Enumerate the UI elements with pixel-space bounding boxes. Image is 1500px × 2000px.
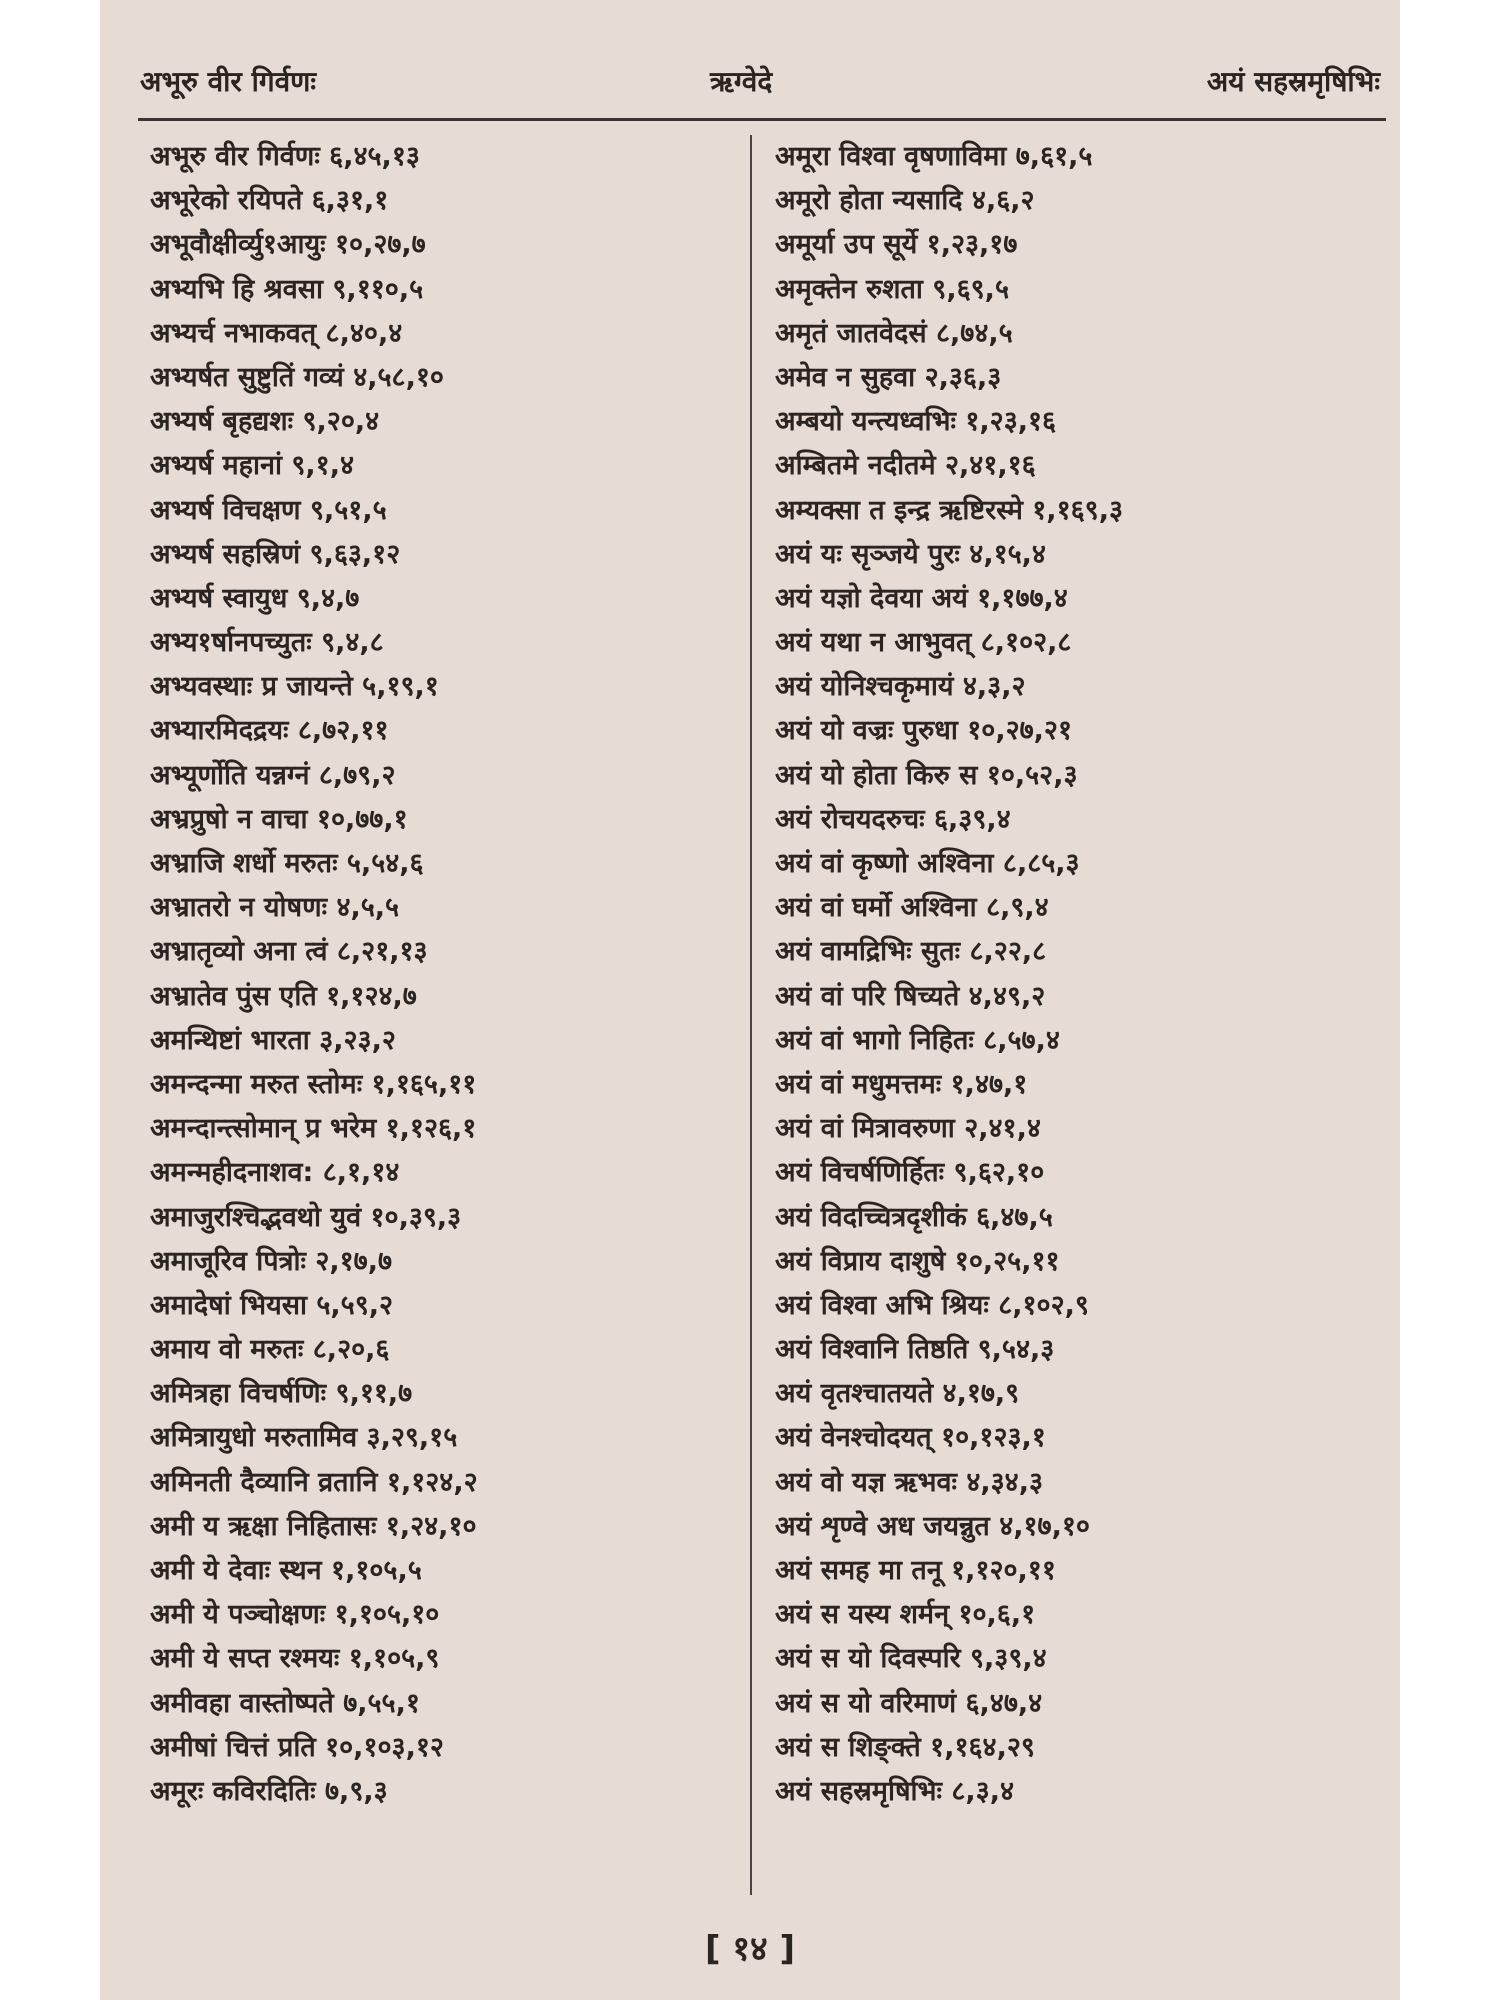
index-entry: अमाजुरश्चिद्भवथो युवं १०,३९,३	[150, 1201, 462, 1233]
index-entry: अभ्यर्षत सुष्टुतिं गव्यं ४,५८,१०	[150, 361, 444, 393]
index-entry: अमाय वो मरुतः ८,२०,६	[150, 1334, 390, 1366]
index-entry: अमेव न सुहवा २,३६,३	[775, 361, 1002, 393]
index-entry: अयं समह मा तनू १,१२०,११	[775, 1555, 1056, 1586]
index-entry: अयं वृतश्चातयते ४,१७,९	[775, 1378, 1020, 1410]
index-entry: अमित्रायुधो मरुतामिव ३,२९,१५	[150, 1422, 458, 1454]
index-entry: अभ्रातृव्यो अना त्वं ८,२१,१३	[150, 936, 428, 968]
right-column	[740, 135, 1380, 1895]
index-entry: अयं वेनश्चोदयत् १०,१२३,१	[775, 1422, 1046, 1454]
index-entry: अभ्यर्ष महानां ९,१,४	[150, 450, 355, 482]
index-entry: अयं स यो दिवस्परि ९,३९,४	[775, 1643, 1047, 1675]
index-entry: अमित्रहा विचर्षणिः ९,११,७	[150, 1378, 413, 1410]
index-entry: अभ्रातरो न योषणः ४,५,५	[150, 892, 400, 924]
index-entry: अभ्य१र्षानपच्युतः ९,४,८	[150, 627, 384, 659]
index-entry: अमिनती दैव्यानि व्रतानि १,१२४,२	[150, 1466, 478, 1498]
index-entry: अभ्यर्च नभाकवत् ८,४०,४	[150, 317, 403, 349]
index-entry: अभ्राजि शर्धो मरुतः ५,५४,६	[150, 848, 424, 879]
index-entry: अभूवौक्षीर्व्यु१आयुः १०,२७,७	[150, 229, 426, 261]
index-entry: अयं यः सृञ्जये पुरः ४,१५,४	[775, 538, 1046, 570]
index-entry: अयं यो वज्रः पुरुधा १०,२७,२१	[775, 715, 1073, 747]
index-entry: अमृतं जातवेदसं ८,७४,५	[775, 317, 1013, 349]
index-entry: अभ्यारमिदद्रयः ८,७२,११	[150, 715, 389, 747]
header-rule	[138, 118, 1386, 121]
index-entry: अमूर्या उप सूर्ये १,२३,१७	[775, 229, 1018, 261]
index-entry: अमृक्तेन रुशता ९,६९,५	[775, 273, 1009, 305]
index-entry: अयं स शिङ्क्ते १,१६४,२९	[775, 1731, 1035, 1763]
index-entry: अयं योनिश्चकृमायं ४,३,२	[775, 671, 1026, 703]
index-entry: अमीवहा वास्तोष्पते ७,५५,१	[150, 1687, 420, 1719]
index-entry: अभ्रप्रुषो न वाचा १०,७७,१	[150, 803, 408, 835]
index-entry: अम्बयो यन्त्यध्वभिः १,२३,१६	[775, 406, 1057, 438]
index-entry: अभ्यवस्थाः प्र जायन्ते ५,१९,१	[150, 671, 439, 703]
book-page	[100, 0, 1400, 2000]
index-entry: अमी ये पञ्चोक्षणः १,१०५,१०	[150, 1599, 440, 1631]
index-entry: अमन्दान्त्सोमान् प्र भरेम १,१२६,१	[150, 1113, 477, 1145]
index-entry: अमीषां चित्तं प्रति १०,१०३,१२	[150, 1731, 444, 1763]
index-entry: अमन्दन्मा मरुत स्तोमः १,१६५,११	[150, 1068, 477, 1100]
index-entry: अयं यो होता किरु स १०,५२,३	[775, 759, 1078, 791]
index-entry: अमी ये सप्त रश्मयः १,१०५,९	[150, 1643, 440, 1675]
index-entry: अयं सहस्रमृषिभिः ८,३,४	[775, 1775, 1015, 1807]
left-column	[140, 135, 780, 1895]
index-entry: अभ्यूर्णोति यन्नग्नं ८,७९,२	[150, 759, 396, 791]
index-entry: अमी य ऋक्षा निहितासः १,२४,१०	[150, 1510, 477, 1542]
index-entry: अमूरः कविरदितिः ७,९,३	[150, 1775, 388, 1807]
index-entry: अभ्यर्ष सहस्रिणं ९,६३,१२	[150, 538, 401, 570]
index-entry: अमन्थिष्टां भारता ३,२३,२	[150, 1024, 396, 1056]
index-entry: अयं वां कृष्णो अश्विना ८,८५,३	[775, 848, 1080, 879]
index-entry: अमूरो होता न्यसादि ४,६,२	[775, 185, 1035, 217]
index-entry: अयं विश्वा अभि श्रियः ८,१०२,९	[775, 1289, 1089, 1321]
index-entry: अयं यथा न आभुवत् ८,१०२,८	[775, 627, 1072, 659]
index-entry: अभूरेको रयिपते ६,३१,१	[150, 185, 389, 217]
index-entry: अम्यक्सा त इन्द्र ऋष्टिरस्मे १,१६९,३	[775, 494, 1123, 526]
index-entry: अयं वामद्रिभिः सुतः ८,२२,८	[775, 936, 1047, 968]
index-entry: अभ्यर्ष स्वायुध ९,४,७	[150, 582, 360, 614]
index-entry: अभ्रातेव पुंस एति १,१२४,७	[150, 980, 417, 1012]
index-entry: अयं स यो वरिमाणं ६,४७,४	[775, 1687, 1043, 1719]
index-entry: अभ्यर्ष विचक्षण ९,५१,५	[150, 494, 387, 526]
index-entry: अयं विश्वानि तिष्ठति ९,५४,३	[775, 1334, 1055, 1366]
index-entry: अयं यज्ञो देवया अयं १,१७७,४	[775, 582, 1068, 614]
index-entry: अयं वां मधुमत्तमः १,४७,१	[775, 1068, 1028, 1100]
index-entry: अयं स यस्य शर्मन् १०,६,१	[775, 1599, 1036, 1631]
index-entry: अयं वां भागो निहितः ८,५७,४	[775, 1024, 1060, 1056]
index-entry: अयं विप्राय दाशुषे १०,२५,११	[775, 1245, 1060, 1277]
index-entry: अमादेषां भियसा ५,५९,२	[150, 1289, 394, 1321]
index-entry: अयं शृण्वे अध जयन्नुत ४,१७,१०	[775, 1510, 1090, 1542]
index-entry: अयं रोचयदरुचः ६,३९,४	[775, 803, 1011, 835]
index-entry: अभ्यर्ष बृहद्यशः ९,२०,४	[150, 406, 380, 438]
page-number: [ १४ ]	[704, 1929, 796, 1969]
index-entry: अमी ये देवाः स्थन १,१०५,५	[150, 1555, 422, 1586]
index-entry: अयं वो यज्ञ ऋभवः ४,३४,३	[775, 1466, 1044, 1498]
index-entry: अयं वां परि षिच्यते ४,४९,२	[775, 980, 1046, 1012]
index-entry: अयं वां मित्रावरुणा २,४१,४	[775, 1113, 1041, 1145]
index-entry: अम्बितमे नदीतमे २,४१,१६	[775, 450, 1036, 482]
index-entry: अभूरु वीर गिर्वणः ६,४५,१३	[150, 141, 420, 172]
index-entry: अयं विचर्षणिर्हितः ९,६२,१०	[775, 1157, 1045, 1189]
index-entry: अमन्महीदनाशव: ८,१,१४	[150, 1157, 400, 1189]
index-entry: अभ्यभि हि श्रवसा ९,११०,५	[150, 273, 424, 305]
index-entry: अमूरा विश्वा वृषणाविमा ७,६१,५	[775, 141, 1093, 172]
index-entry: अयं विदच्चित्रदृशीकं ६,४७,५	[775, 1201, 1053, 1233]
index-entry: अमाजूरिव पित्रोः २,१७,७	[150, 1245, 393, 1277]
header-left-catchword: अभूरु वीर गिर्वणः	[140, 65, 317, 98]
running-header	[100, 62, 1400, 102]
header-title: ऋग्वेदे	[710, 65, 773, 98]
header-right-catchword: अयं सहस्रमृषिभिः	[1206, 65, 1380, 98]
index-entry: अयं वां घर्मो अश्विना ८,९,४	[775, 892, 1049, 924]
